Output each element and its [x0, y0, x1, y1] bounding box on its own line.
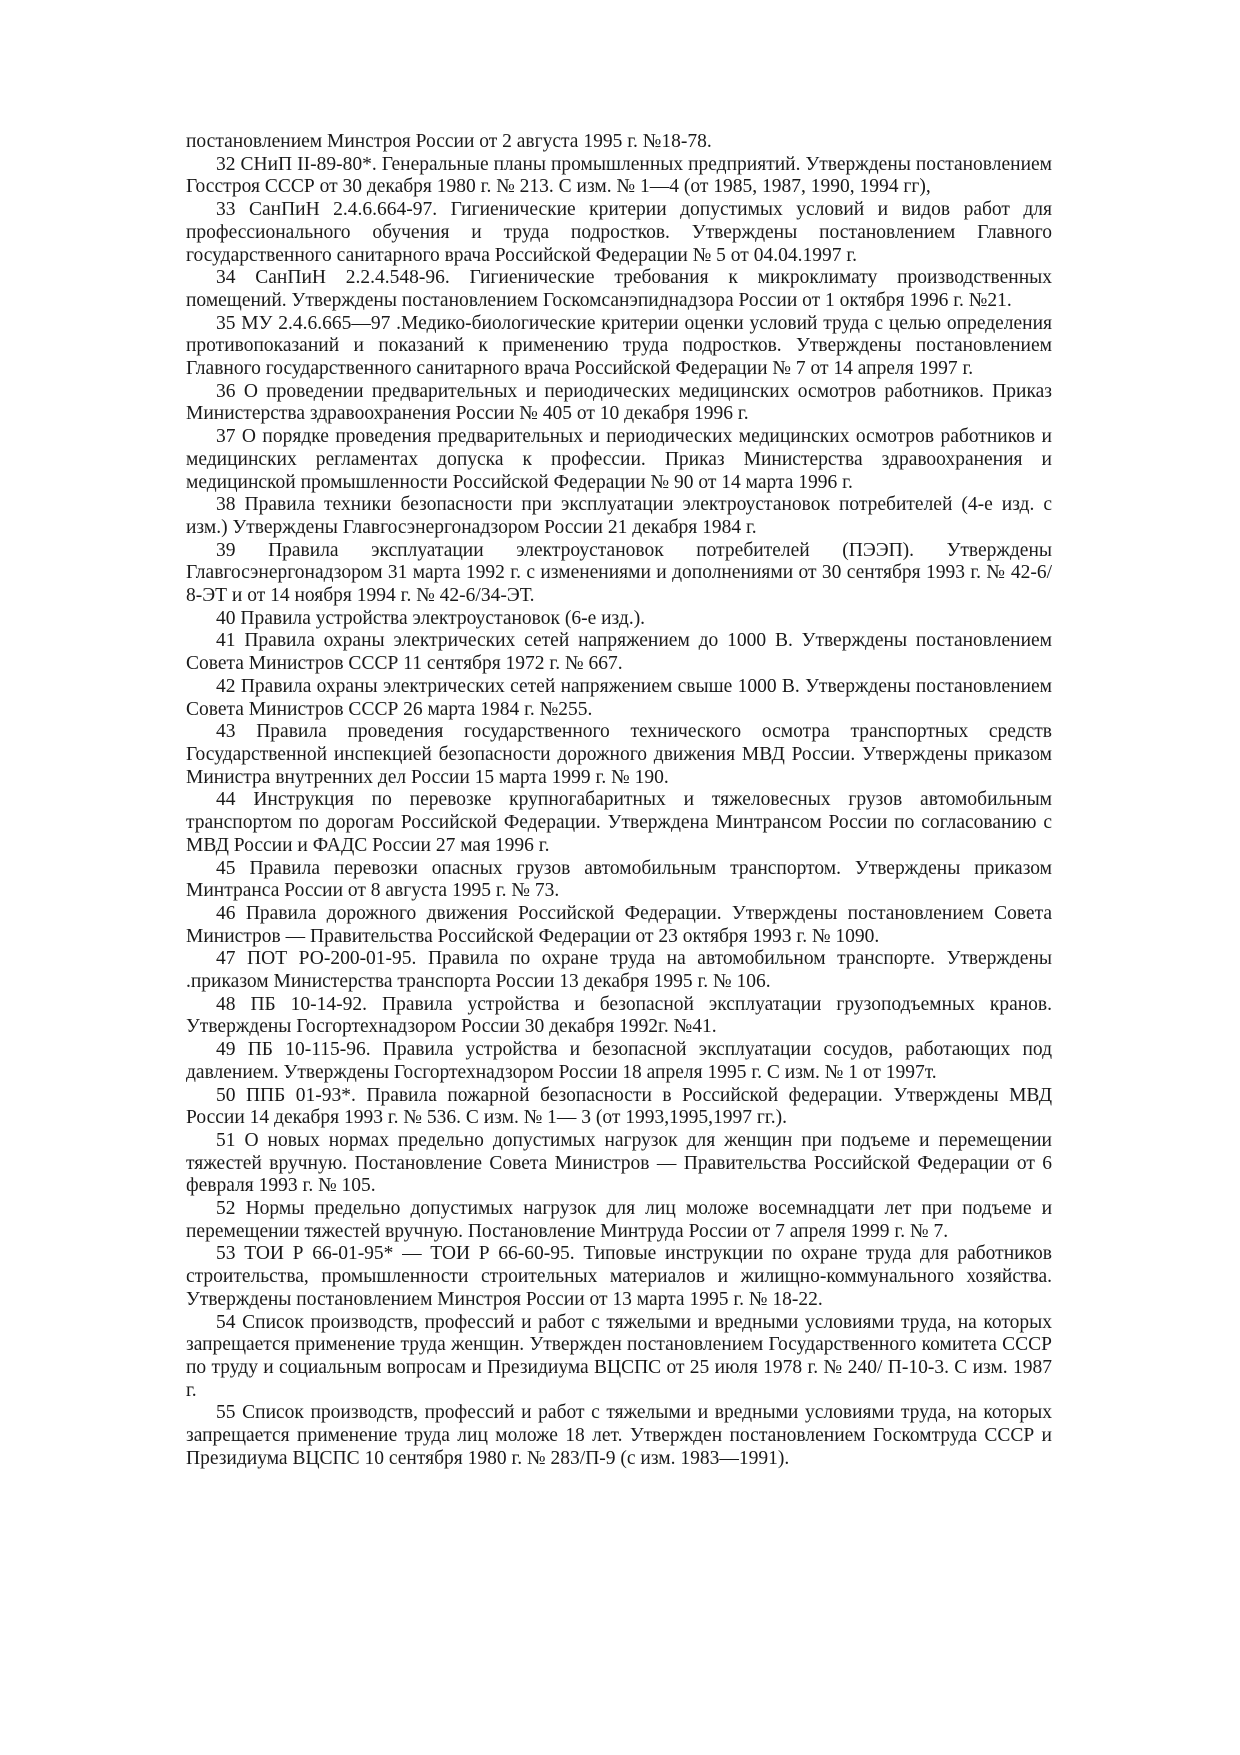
reference-item-36 [186, 381, 1052, 426]
item-number: 53 [216, 1243, 236, 1265]
item-number: 52 [216, 1198, 236, 1220]
item-text: Правила техники безопасности при эксплуатации электроустановок потребителей (4-е изд. с изм.) Утверждены Главгосэнергонадзором России 21 декабря 1984 г. [186, 494, 1053, 538]
item-number: 43 [216, 721, 236, 743]
item-number: 47 [216, 948, 236, 970]
item-number: 55 [216, 1402, 236, 1424]
reference-item-34 [186, 267, 1052, 312]
item-number: 38 [216, 494, 236, 516]
item-text: Правила дорожного движения Российской Федерации. Утверждены постановлением Совета Министров — Правительства Российской Федерации от 23 октября 1993 г. № 1090. [186, 902, 1052, 947]
reference-item-44 [186, 789, 1052, 857]
item-text: ПБ 10-115-96. Правила устройства и безопасной эксплуатации сосудов, работающих под давлением. Утверждены Госгортехнадзором России 18 апреля 1995 г. С изм. № 1 от 1997т. [186, 1039, 1053, 1083]
item-text: Список производств, профессий и работ с тяжелыми и вредными условиями труда, на которых запрещается применение труда женщин. Утвержден постановлением Государственного комитета СССР по труду и социальным вопросам и Президиума ВЦСПС от 25 июля 1978 г. № 240/ П-10-3. С изм. 1987 г. [186, 1311, 1052, 1401]
item-text: СанПиН 2.4.6.664-97. Гигиенические критерии допустимых условий и видов работ для профессионального обучения и труда подростков. Утверждены постановлением Главного государственного санитарного врача Российской Федерации № 5 от 04.04.1997 г. [186, 199, 1053, 266]
item-number: 39 [216, 539, 236, 561]
reference-item-46 [186, 903, 1052, 948]
item-number: 49 [216, 1039, 236, 1061]
reference-item-53 [186, 1243, 1052, 1311]
item-text: Правила перевозки опасных грузов автомобильным транспортом. Утверждены приказом Минтранса России от 8 августа 1995 г. № 73. [186, 857, 1053, 902]
reference-item-50 [186, 1085, 1052, 1130]
item-number: 34 [216, 267, 236, 289]
item-number: 41 [216, 630, 236, 652]
reference-item-54 [186, 1312, 1052, 1403]
item-number: 42 [216, 675, 236, 697]
reference-item-42 [186, 676, 1052, 721]
item-text: ППБ 01-93*. Правила пожарной безопасности в Российской федерации. Утверждены МВД России 14 декабря 1993 г. № 536. С изм. № 1— 3 (от 1993,1995,1997 гг.). [186, 1084, 1053, 1129]
reference-item-35 [186, 313, 1052, 381]
reference-item-48 [186, 994, 1052, 1039]
reference-item-33 [186, 199, 1052, 267]
item-text: Правила охраны электрических сетей напряжением до 1000 В. Утверждены постановлением Совета Министров СССР 11 сентября 1972 г. № 667. [186, 630, 1053, 675]
reference-item-49 [186, 1039, 1052, 1084]
item-text: Нормы предельно допустимых нагрузок для лиц моложе восемнадцати лет при подъеме и перемещении тяжестей вручную. Постановление Минтруда России от 7 апреля 1999 г. № 7. [186, 1198, 1053, 1242]
item-text: ТОИ Р 66-01-95* — ТОИ Р 66-60-95. Типовые инструкции по охране труда для работников строительства, промышленности строительных материалов и жилищно-коммунального хозяйства. Утверждены постановлением Минстроя России от 13 марта 1995 г. № 18-22. [186, 1243, 1053, 1310]
item-number: 54 [216, 1311, 236, 1333]
item-text: Правила устройства электроустановок (6-е изд.). [240, 607, 646, 629]
item-number: 48 [216, 993, 236, 1015]
reference-item-32 [186, 154, 1052, 199]
item-number: 45 [216, 857, 236, 879]
reference-item-38 [186, 494, 1052, 539]
reference-item-45 [186, 858, 1052, 903]
item-text: Список производств, профессий и работ с тяжелыми и вредными условиями труда, на которых запрещается применение труда лиц моложе 18 лет. Утвержден постановлением Госкомтруда СССР и Президиума ВЦСПС 10 сентября 1980 г. № 283/П-9 (с изм. 1983—1991). [186, 1402, 1052, 1469]
reference-item-43 [186, 721, 1052, 789]
reference-item-47 [186, 948, 1052, 993]
item-text: О проведении предварительных и периодических медицинских осмотров работников. Приказ Министерства здравоохранения России № 405 от 10 декабря 1996 г. [186, 380, 1052, 425]
item-number: 35 [216, 312, 236, 334]
item-text: О новых нормах предельно допустимых нагрузок для женщин при подъеме и перемещении тяжестей вручную. Постановление Совета Министров — Правительства Российской Федерации от 6 февраля 1993 г. № 105. [186, 1129, 1052, 1197]
item-text: ПБ 10-14-92. Правила устройства и безопасной эксплуатации грузоподъемных кранов. Утверждены Госгортехнадзором России 30 декабря 1992г. №41. [186, 993, 1052, 1038]
reference-item-52 [186, 1198, 1052, 1243]
item-text: Правила эксплуатации электроустановок потребителей (ПЭЭП). Утверждены Главгосэнергонадзором 31 марта 1992 г. с изменениями и дополнениями от 30 сентября 1993 г. № 42-6/ 8-ЭТ и от 14 ноября 1994 г. № 42-6/34-ЭТ. [186, 539, 1052, 607]
reference-item-41 [186, 630, 1052, 675]
reference-item-55 [186, 1402, 1052, 1470]
item-number: 36 [216, 380, 236, 402]
item-text: Правила охраны электрических сетей напряжением свыше 1000 В. Утверждены постановлением Совета Министров СССР 26 марта 1984 г. №255. [186, 675, 1052, 720]
reference-item-37 [186, 426, 1052, 494]
item-number: 44 [216, 789, 236, 811]
item-number: 32 [216, 153, 236, 175]
item-text: СНиП II-89-80*. Генеральные планы промышленных предприятий. Утверждены постановлением Госстроя СССР от 30 декабря 1980 г. № 213. С изм. № 1—4 (от 1985, 1987, 1990, 1994 гг), [186, 153, 1052, 198]
continuation-line: постановлением Минстроя России от 2 августа 1995 г. №18-78. [186, 131, 712, 152]
item-number: 46 [216, 902, 236, 924]
item-text: ПОТ РО-200-01-95. Правила по охране труда на автомобильном транспорте. Утверждены .приказом Министерства транспорта России 13 декабря 1995 г. № 106. [186, 948, 1052, 993]
item-text: Инструкция по перевозке крупногабаритных и тяжеловесных грузов автомобильным транспортом по дорогам Российской Федерации. Утверждена Минтрансом России по согласованию с МВД России и ФАДС России 27 мая 1996 г. [186, 789, 1053, 856]
item-number: 50 [216, 1084, 236, 1106]
item-text: Правила проведения государственного технического осмотра транспортных средств Государственной инспекцией безопасности дорожного движения МВД России. Утверждены приказом Министра внутренних дел России 15 марта 1999 г. № 190. [186, 721, 1053, 788]
reference-item-40 [186, 608, 1052, 631]
item-number: 40 [216, 607, 236, 629]
item-number: 33 [216, 199, 236, 221]
item-text: СанПиН 2.2.4.548-96. Гигиенические требования к микроклимату производственных помещений. Утверждены постановлением Госкомсанэпиднадзора России от 1 октября 1996 г. №21. [186, 267, 1052, 311]
reference-item-51 [186, 1130, 1052, 1198]
item-number: 37 [216, 426, 236, 448]
item-number: 51 [216, 1129, 236, 1151]
reference-item-39 [186, 540, 1052, 608]
item-text: О порядке проведения предварительных и периодических медицинских осмотров работников и медицинских регламентах допуска к профессии. Приказ Министерства здравоохранения и медицинской промышленности Российской Федерации № 90 от 14 марта 1996 г. [186, 426, 1052, 493]
item-text: МУ 2.4.6.665—97 .Медико-биологические критерии оценки условий труда с целью определения противопоказаний и показаний к применению труда подростков. Утверждены постановлением Главного государственного санитарного врача Российской Федерации № 7 от 14 апреля 1997 г. [186, 312, 1053, 380]
